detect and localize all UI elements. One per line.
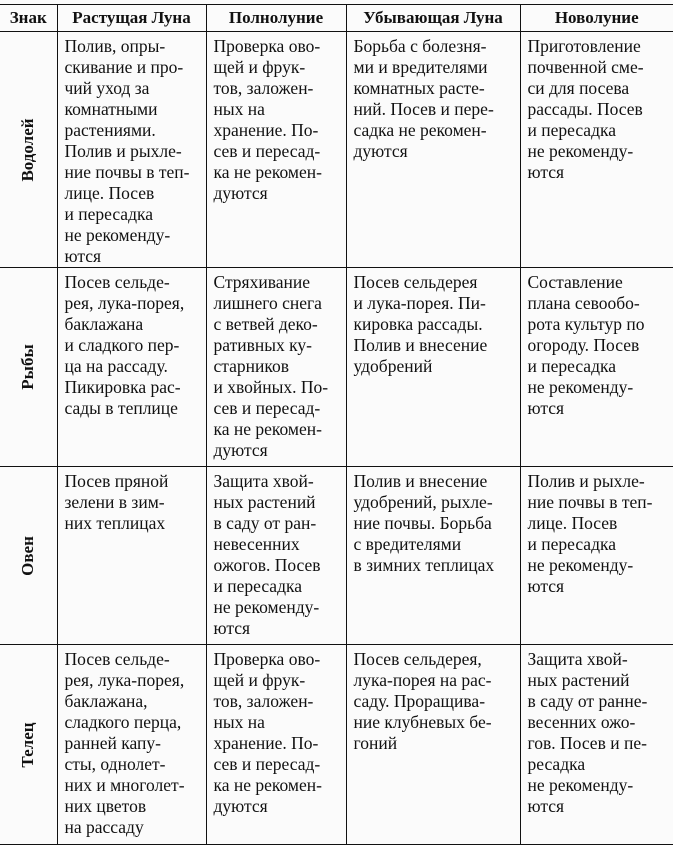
table-cell: Полив и рыхле- ние почвы в теп- лице. Посев и пересадка не рекоменду- ются (520, 467, 673, 645)
table-cell: Полив и внесение удобрений, рыхле- ние почвы. Борьба с вредителями в зимних теплицах (346, 467, 520, 645)
table-row (0, 467, 673, 645)
table-row (0, 645, 673, 845)
table-cell: Посев сельдерея и лука-порея. Пи- кировка рассады. Полив и внесение удобрений (346, 268, 520, 467)
table-cell: Составление плана севообо- рота культур по огороду. Посев и пересадка не рекоменду- ются (520, 268, 673, 467)
table-row (0, 32, 673, 268)
header-row (0, 5, 673, 32)
table-cell: Полив, опры- скивание и про- чий уход за комнатными растениями. Полив и рыхле- ние почвы в теп- лице. Посев и пересадка не рекоменду- ются (57, 32, 206, 268)
table-cell: Борьба с болезня- ми и вредителями комнатных расте- ний. Посев и пере- садка не рекомен- дуются (346, 32, 520, 268)
table-row (0, 268, 673, 467)
header-full-moon: Полнолуние (206, 5, 346, 32)
sign-label: Водолей (18, 117, 38, 182)
sign-label: Телец (18, 721, 38, 768)
table-cell: Посев пряной зелени в зим- них теплицах (57, 467, 206, 645)
table-cell: Посев сельде- рея, лука-порея, баклажана и сладкого пер- ца на рассаду. Пикировка рас- сады в теплице (57, 268, 206, 467)
sign-cell (0, 32, 57, 268)
header-new-moon: Новолуние (520, 5, 673, 32)
sign-cell (0, 467, 57, 645)
table-cell: Посев сельдерея, лука-порея на рас- саду. Проращива- ние клубневых бе- гоний (346, 645, 520, 845)
table-cell: Проверка ово- щей и фрук- тов, заложен- ных на хранение. По- сев и пересад- ка не рекомен- дуются (206, 645, 346, 845)
sign-cell (0, 268, 57, 467)
table-cell: Стряхивание лишнего снега с ветвей деко- ративных ку- старников и хвойных. По- сев и пересад- ка не рекомен- дуются (206, 268, 346, 467)
header-sign: Знак (0, 5, 57, 32)
header-waxing-moon: Растущая Луна (57, 5, 206, 32)
table-cell: Посев сельде- рея, лука-порея, баклажана, сладкого перца, ранней капу- сты, однолет- них и многолет- них цветов на рассаду (57, 645, 206, 845)
sign-cell (0, 645, 57, 845)
sign-label: Рыбы (18, 344, 38, 390)
table-cell: Защита хвой- ных растений в саду от ранне- весенних ожо- гов. Посев и пе- ресадка не рекоменду- ются (520, 645, 673, 845)
table-cell: Проверка ово- щей и фрук- тов, заложен- ных на хранение. По- сев и пересад- ка не рекомен- дуются (206, 32, 346, 268)
table-cell: Приготовление почвенной сме- си для посева рассады. Посев и пересадка не рекоменду- ются (520, 32, 673, 268)
sign-label: Овен (18, 535, 38, 576)
lunar-calendar-table (0, 4, 673, 845)
table-cell: Защита хвой- ных растений в саду от ран- невесенних ожогов. Посев и пересадка не рекоменду- ются (206, 467, 346, 645)
header-waning-moon: Убывающая Луна (346, 5, 520, 32)
